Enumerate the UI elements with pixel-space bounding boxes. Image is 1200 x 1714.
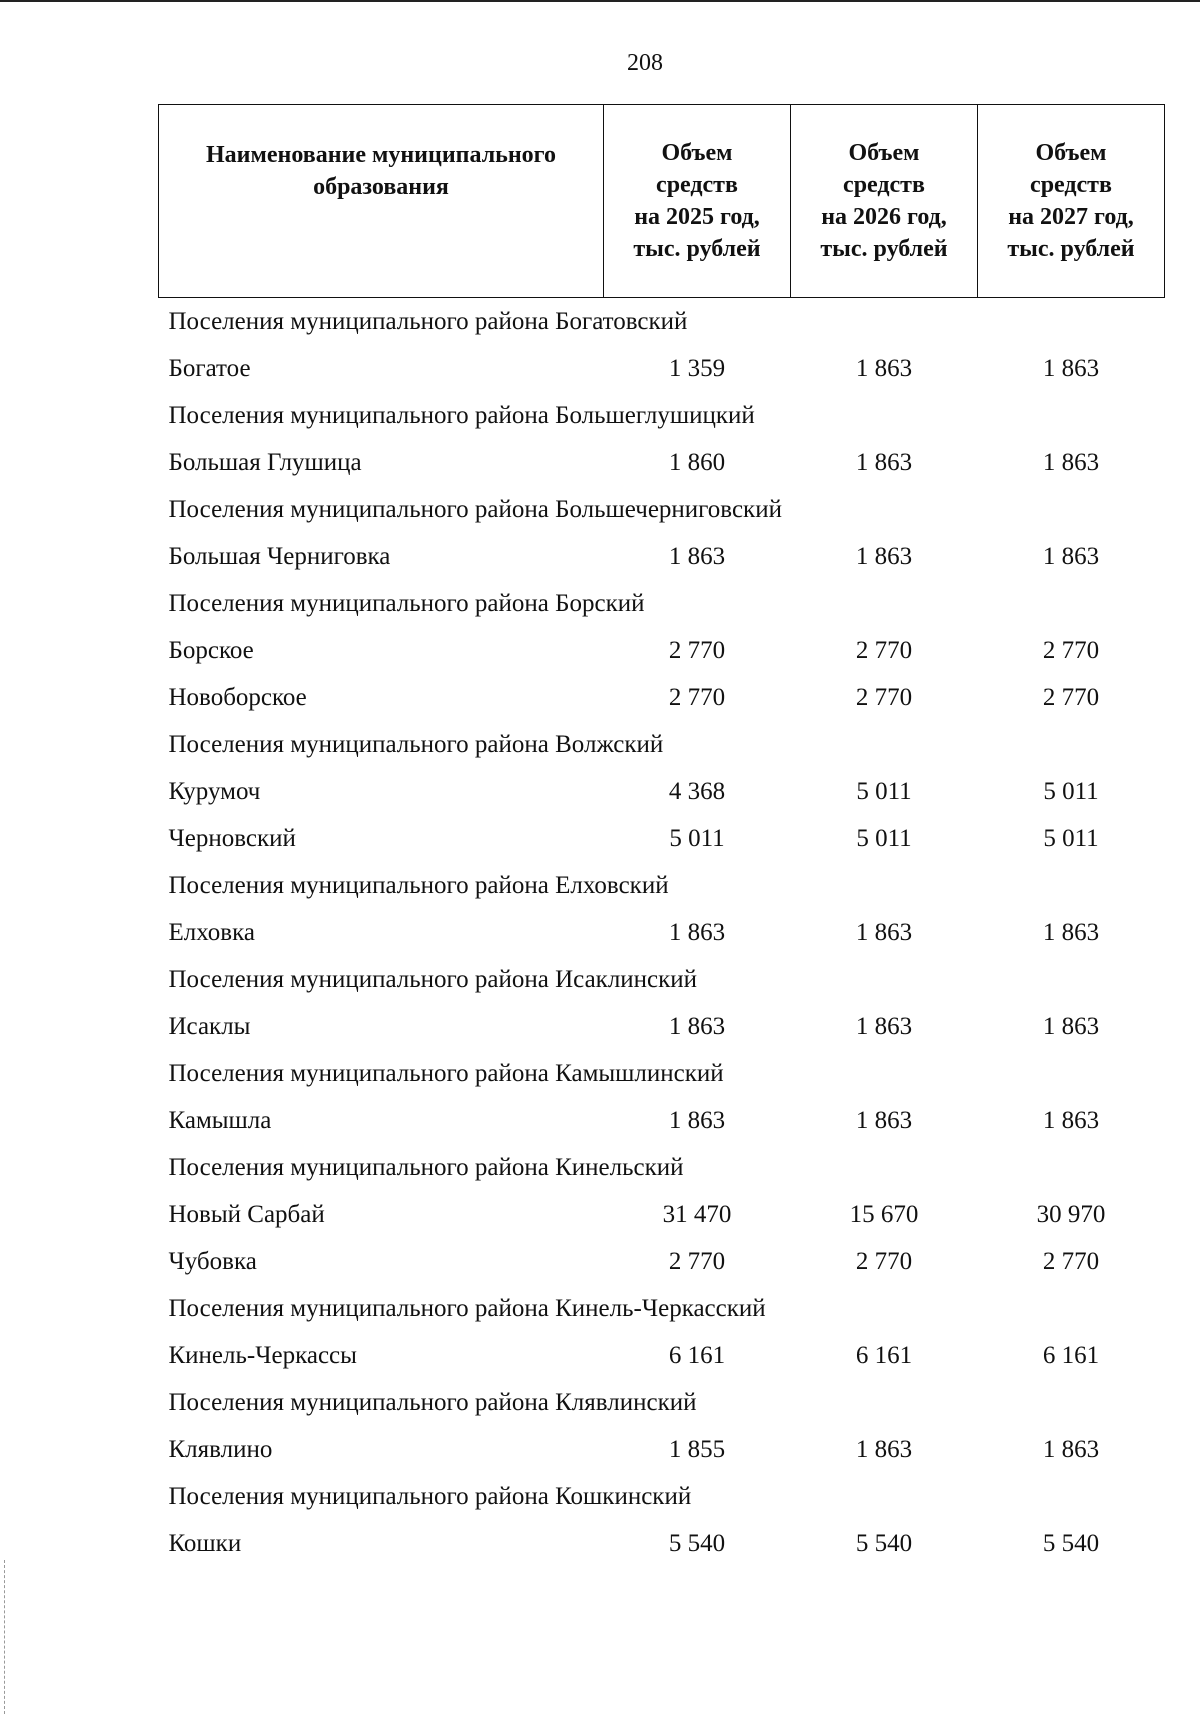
district-name: Поселения муниципального района Кинельский (168, 1153, 684, 1181)
header-municipality: Наименование муниципального образования (159, 105, 604, 298)
settlement-name: Черновский (168, 824, 296, 852)
value-2027: 1 863 (1042, 542, 1100, 570)
table-row (159, 1003, 1165, 1050)
value-2026: 1 863 (855, 354, 913, 382)
settlement-name: Богатое (168, 354, 251, 382)
value-2027: 1 863 (1042, 448, 1100, 476)
scan-left-edge (4, 1560, 6, 1714)
value-2025: 4 368 (668, 777, 726, 805)
district-row (159, 1379, 1165, 1426)
scan-top-edge (0, 0, 1200, 2)
district-name: Поселения муниципального района Камышлинский (168, 1059, 724, 1087)
settlement-name: Чубовка (168, 1247, 257, 1275)
page-number: 208 (627, 50, 663, 76)
value-2026: 2 770 (855, 683, 913, 711)
settlement-name: Большая Черниговка (168, 542, 391, 570)
value-2025: 1 855 (668, 1435, 726, 1463)
table-row (159, 1332, 1165, 1379)
table-row (159, 768, 1165, 815)
value-2027: 1 863 (1042, 1435, 1100, 1463)
district-row (159, 721, 1165, 768)
value-2025: 2 770 (668, 636, 726, 664)
district-name: Поселения муниципального района Волжский (168, 730, 664, 758)
district-row (159, 1050, 1165, 1097)
settlement-name: Кинель-Черкассы (168, 1341, 357, 1369)
district-row (159, 956, 1165, 1003)
table-row (159, 345, 1165, 392)
value-2026: 1 863 (855, 542, 913, 570)
table-row (159, 1191, 1165, 1238)
value-2026: 1 863 (855, 1106, 913, 1134)
value-2026: 1 863 (855, 1435, 913, 1463)
table-row (159, 1238, 1165, 1285)
table-row (159, 439, 1165, 486)
settlement-name: Курумоч (168, 777, 261, 805)
district-row (159, 1473, 1165, 1520)
table-row (159, 1097, 1165, 1144)
value-2026: 2 770 (855, 1247, 913, 1275)
settlement-name: Исаклы (168, 1012, 251, 1040)
table-row (159, 909, 1165, 956)
value-2027: 1 863 (1042, 1106, 1100, 1134)
value-2027: 1 863 (1042, 354, 1100, 382)
settlement-name: Борское (168, 636, 254, 664)
district-row (159, 1144, 1165, 1191)
value-2025: 2 770 (668, 1247, 726, 1275)
value-2025: 1 863 (668, 1106, 726, 1134)
settlement-name: Камышла (168, 1106, 272, 1134)
header-2027: Объем средств на 2027 год, тыс. рублей (978, 105, 1165, 298)
header-2025: Объем средств на 2025 год, тыс. рублей (604, 105, 791, 298)
value-2027: 5 540 (1042, 1529, 1100, 1557)
settlement-name: Новый Сарбай (168, 1200, 325, 1228)
value-2026: 15 670 (849, 1200, 919, 1228)
value-2027: 6 161 (1042, 1341, 1100, 1369)
value-2026: 2 770 (855, 636, 913, 664)
district-row (159, 392, 1165, 439)
value-2027: 2 770 (1042, 683, 1100, 711)
district-row (159, 580, 1165, 627)
district-row (159, 1285, 1165, 1332)
district-name: Поселения муниципального района Богатовский (168, 307, 688, 335)
value-2027: 1 863 (1042, 918, 1100, 946)
district-name: Поселения муниципального района Исаклинский (168, 965, 698, 993)
district-name: Поселения муниципального района Большеглушицкий (168, 401, 755, 429)
district-name: Поселения муниципального района Елховский (168, 871, 669, 899)
value-2027: 2 770 (1042, 636, 1100, 664)
settlement-name: Новоборское (168, 683, 307, 711)
value-2025: 2 770 (668, 683, 726, 711)
value-2025: 1 863 (668, 1012, 726, 1040)
value-2026: 1 863 (855, 918, 913, 946)
table-row (159, 1520, 1165, 1567)
value-2027: 5 011 (1043, 777, 1099, 805)
value-2026: 5 011 (856, 777, 912, 805)
district-name: Поселения муниципального района Кошкинский (168, 1482, 692, 1510)
table-header-row (159, 105, 1165, 298)
settlement-name: Елховка (168, 918, 255, 946)
value-2026: 5 540 (855, 1529, 913, 1557)
table-row (159, 1426, 1165, 1473)
value-2026: 5 011 (856, 824, 912, 852)
value-2025: 5 540 (668, 1529, 726, 1557)
value-2025: 1 359 (668, 354, 726, 382)
value-2025: 1 863 (668, 918, 726, 946)
value-2026: 1 863 (855, 1012, 913, 1040)
value-2026: 1 863 (855, 448, 913, 476)
value-2027: 30 970 (1036, 1200, 1106, 1228)
settlement-name: Кошки (168, 1529, 242, 1557)
value-2026: 6 161 (855, 1341, 913, 1369)
district-name: Поселения муниципального района Борский (168, 589, 645, 617)
district-name: Поселения муниципального района Кинель-Черкасский (168, 1294, 766, 1322)
table-row (159, 627, 1165, 674)
table-row (159, 533, 1165, 580)
settlement-name: Клявлино (168, 1435, 273, 1463)
settlement-name: Большая Глушица (168, 448, 362, 476)
table-row (159, 674, 1165, 721)
district-name: Поселения муниципального района Клявлинский (168, 1388, 697, 1416)
value-2025: 31 470 (662, 1200, 732, 1228)
district-name: Поселения муниципального района Большечерниговский (168, 495, 782, 523)
allocation-table (158, 104, 1165, 1567)
district-row (159, 298, 1165, 346)
district-row (159, 862, 1165, 909)
value-2027: 2 770 (1042, 1247, 1100, 1275)
value-2025: 1 863 (668, 542, 726, 570)
table-row (159, 815, 1165, 862)
value-2025: 1 860 (668, 448, 726, 476)
value-2025: 5 011 (669, 824, 725, 852)
value-2027: 5 011 (1043, 824, 1099, 852)
district-row (159, 486, 1165, 533)
table-body (159, 298, 1165, 1568)
value-2025: 6 161 (668, 1341, 726, 1369)
header-2026: Объем средств на 2026 год, тыс. рублей (791, 105, 978, 298)
value-2027: 1 863 (1042, 1012, 1100, 1040)
